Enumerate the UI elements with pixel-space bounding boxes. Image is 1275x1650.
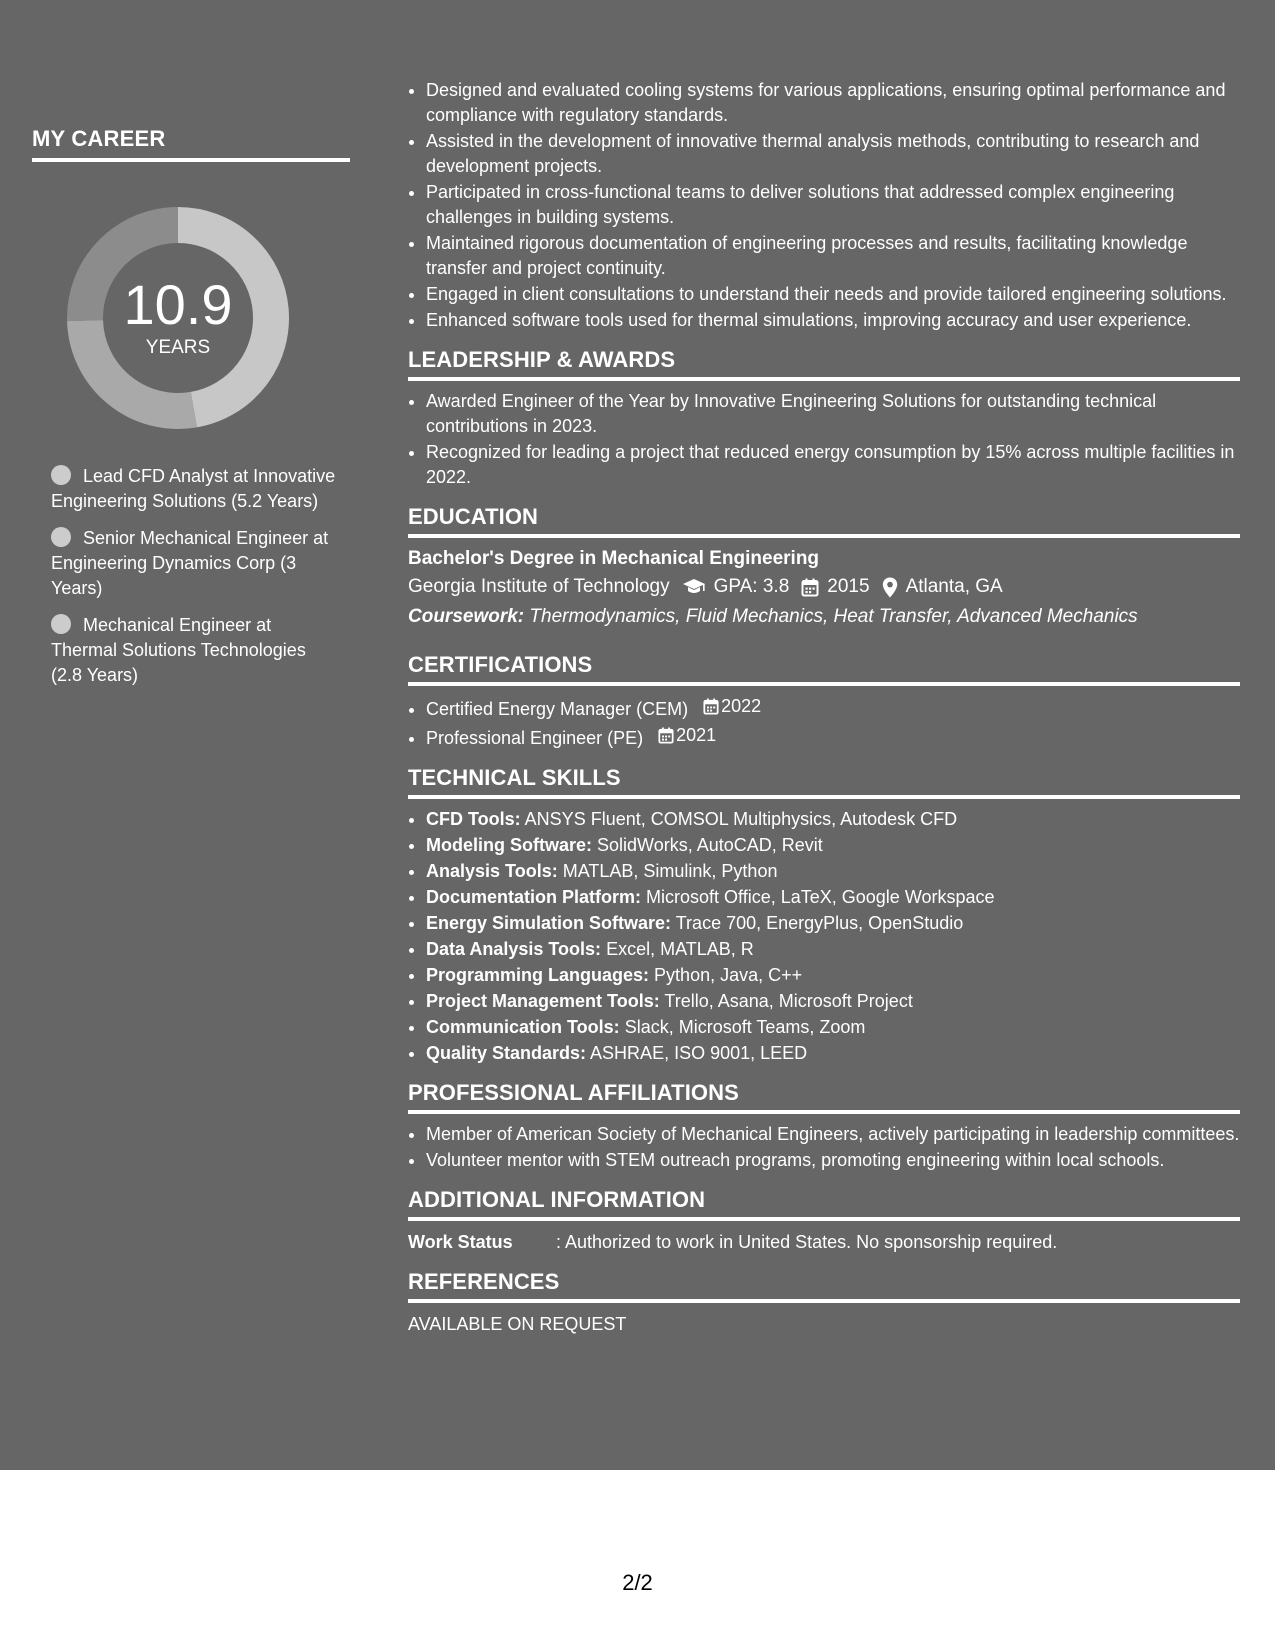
- education-degree: Bachelor's Degree in Mechanical Engineering: [408, 548, 820, 569]
- calendar-icon: [703, 698, 719, 715]
- coursework-label: Coursework:: [408, 606, 525, 627]
- work-status-value: : Authorized to work in United States. No sponsorship required.: [556, 1232, 1058, 1252]
- leadership-item: • Recognized for leading a project that reduced energy consumption by 15% across multiple facilities in 2022.: [426, 440, 1240, 490]
- skill-value: Slack, Microsoft Teams, Zoom: [624, 1017, 866, 1037]
- skill-value: Excel, MATLAB, R: [606, 939, 754, 959]
- skill-label: Quality Standards:: [426, 1043, 587, 1063]
- skill-label: Data Analysis Tools:: [426, 939, 602, 959]
- affiliations-list: [408, 1122, 1240, 1173]
- page-number: 2/2: [622, 1570, 653, 1595]
- education-meta: [408, 572, 1240, 602]
- work-status-label: Work Status: [408, 1232, 513, 1252]
- career-list: [51, 464, 341, 700]
- education-section-title: EDUCATION: [408, 504, 1240, 538]
- skill-value: MATLAB, Simulink, Python: [562, 861, 778, 881]
- skills-list: [408, 807, 1240, 1066]
- skill-value: Python, Java, C++: [654, 965, 803, 985]
- graduation-cap-icon: [682, 578, 706, 596]
- certification-year: 2021: [676, 725, 717, 745]
- skill-label: Modeling Software:: [426, 835, 592, 855]
- calendar-icon: [801, 578, 819, 597]
- education-coursework: [408, 602, 1240, 632]
- career-item: [51, 464, 341, 514]
- skill-item: [426, 859, 1240, 884]
- work-status-row: [408, 1229, 1240, 1255]
- main-content: [408, 78, 1240, 1337]
- coursework-value: Thermodynamics, Fluid Mechanics, Heat Transfer, Advanced Mechanics: [529, 606, 1138, 627]
- education-year: 2015: [827, 576, 870, 597]
- skill-item: [426, 989, 1240, 1014]
- affiliation-item: • Member of American Society of Mechanical Engineers, actively participating in leadership committees.: [426, 1122, 1240, 1147]
- certifications-section-title: CERTIFICATIONS: [408, 652, 1240, 686]
- education-gpa: GPA: 3.8: [713, 576, 790, 597]
- career-item-text: Mechanical Engineer at Thermal Solutions Technologies (2.8 Years): [51, 615, 306, 685]
- education-location: Atlanta, GA: [905, 576, 1003, 597]
- years-label: YEARS: [145, 337, 211, 358]
- career-item: [51, 613, 341, 688]
- skill-label: Communication Tools:: [426, 1017, 620, 1037]
- skills-section-title: TECHNICAL SKILLS: [408, 765, 1240, 799]
- career-dot-icon: [51, 614, 71, 634]
- affiliations-section-title: PROFESSIONAL AFFILIATIONS: [408, 1080, 1240, 1114]
- career-dot-icon: [51, 465, 71, 485]
- skill-value: ANSYS Fluent, COMSOL Multiphysics, Autodesk CFD: [524, 809, 958, 829]
- skill-value: Microsoft Office, LaTeX, Google Workspace: [646, 887, 995, 907]
- skill-label: CFD Tools:: [426, 809, 521, 829]
- skill-item: [426, 1015, 1240, 1040]
- career-dot-icon: [51, 527, 71, 547]
- skill-item: [426, 807, 1240, 832]
- calendar-icon: [658, 727, 674, 744]
- skill-label: Project Management Tools:: [426, 991, 660, 1011]
- certification-item: [426, 694, 1240, 722]
- education-school: Georgia Institute of Technology: [408, 576, 670, 597]
- references-text: AVAILABLE ON REQUEST: [408, 1314, 627, 1334]
- skill-value: Trello, Asana, Microsoft Project: [664, 991, 913, 1011]
- leadership-item: • Awarded Engineer of the Year by Innovative Engineering Solutions for outstanding technical contributions in 2023.: [426, 389, 1240, 439]
- certifications-list: [408, 694, 1240, 751]
- skill-item: [426, 937, 1240, 962]
- experience-bullet: • Maintained rigorous documentation of engineering processes and results, facilitating knowledge transfer and project continuity.: [426, 231, 1240, 281]
- skill-label: Documentation Platform:: [426, 887, 642, 907]
- certification-item: [426, 723, 1240, 751]
- skill-value: SolidWorks, AutoCAD, Revit: [597, 835, 823, 855]
- additional-section-title: ADDITIONAL INFORMATION: [408, 1187, 1240, 1221]
- skill-item: [426, 963, 1240, 988]
- career-section-title: MY CAREER: [32, 126, 350, 162]
- total-years-value: 10.9: [123, 273, 233, 336]
- career-item: [51, 526, 341, 601]
- experience-bullets: [408, 78, 1240, 333]
- skill-value: ASHRAE, ISO 9001, LEED: [590, 1043, 808, 1063]
- skill-item: [426, 1041, 1240, 1066]
- certification-name: Certified Energy Manager (CEM): [426, 699, 689, 719]
- career-item-text: Lead CFD Analyst at Innovative Engineering Solutions (5.2 Years): [51, 466, 336, 511]
- leadership-section-title: LEADERSHIP & AWARDS: [408, 347, 1240, 381]
- certification-name: Professional Engineer (PE): [426, 728, 644, 748]
- affiliation-item: • Volunteer mentor with STEM outreach programs, promoting engineering within local schools.: [426, 1148, 1240, 1173]
- experience-bullet: • Enhanced software tools used for thermal simulations, improving accuracy and user experience.: [426, 308, 1240, 333]
- donut-center: [66, 206, 290, 430]
- career-item-text: Senior Mechanical Engineer at Engineering Dynamics Corp (3 Years): [51, 528, 329, 598]
- skill-label: Analysis Tools:: [426, 861, 558, 881]
- skill-label: Energy Simulation Software:: [426, 913, 672, 933]
- experience-bullet: • Assisted in the development of innovative thermal analysis methods, contributing to research and development projects.: [426, 129, 1240, 179]
- references-section-title: REFERENCES: [408, 1269, 1240, 1303]
- leadership-list: [408, 389, 1240, 490]
- career-donut-chart: [66, 206, 290, 430]
- skill-item: [426, 911, 1240, 936]
- skill-value: Trace 700, EnergyPlus, OpenStudio: [675, 913, 964, 933]
- certification-year: 2022: [721, 696, 762, 716]
- experience-bullet: • Participated in cross-functional teams to deliver solutions that addressed complex engineering challenges in building systems.: [426, 180, 1240, 230]
- skill-label: Programming Languages:: [426, 965, 650, 985]
- map-pin-icon: [882, 577, 898, 598]
- experience-bullet: • Designed and evaluated cooling systems for various applications, ensuring optimal performance and compliance with regulatory standards.: [426, 78, 1240, 128]
- skill-item: [426, 885, 1240, 910]
- experience-bullet: • Engaged in client consultations to understand their needs and provide tailored engineering solutions.: [426, 282, 1240, 307]
- skill-item: [426, 833, 1240, 858]
